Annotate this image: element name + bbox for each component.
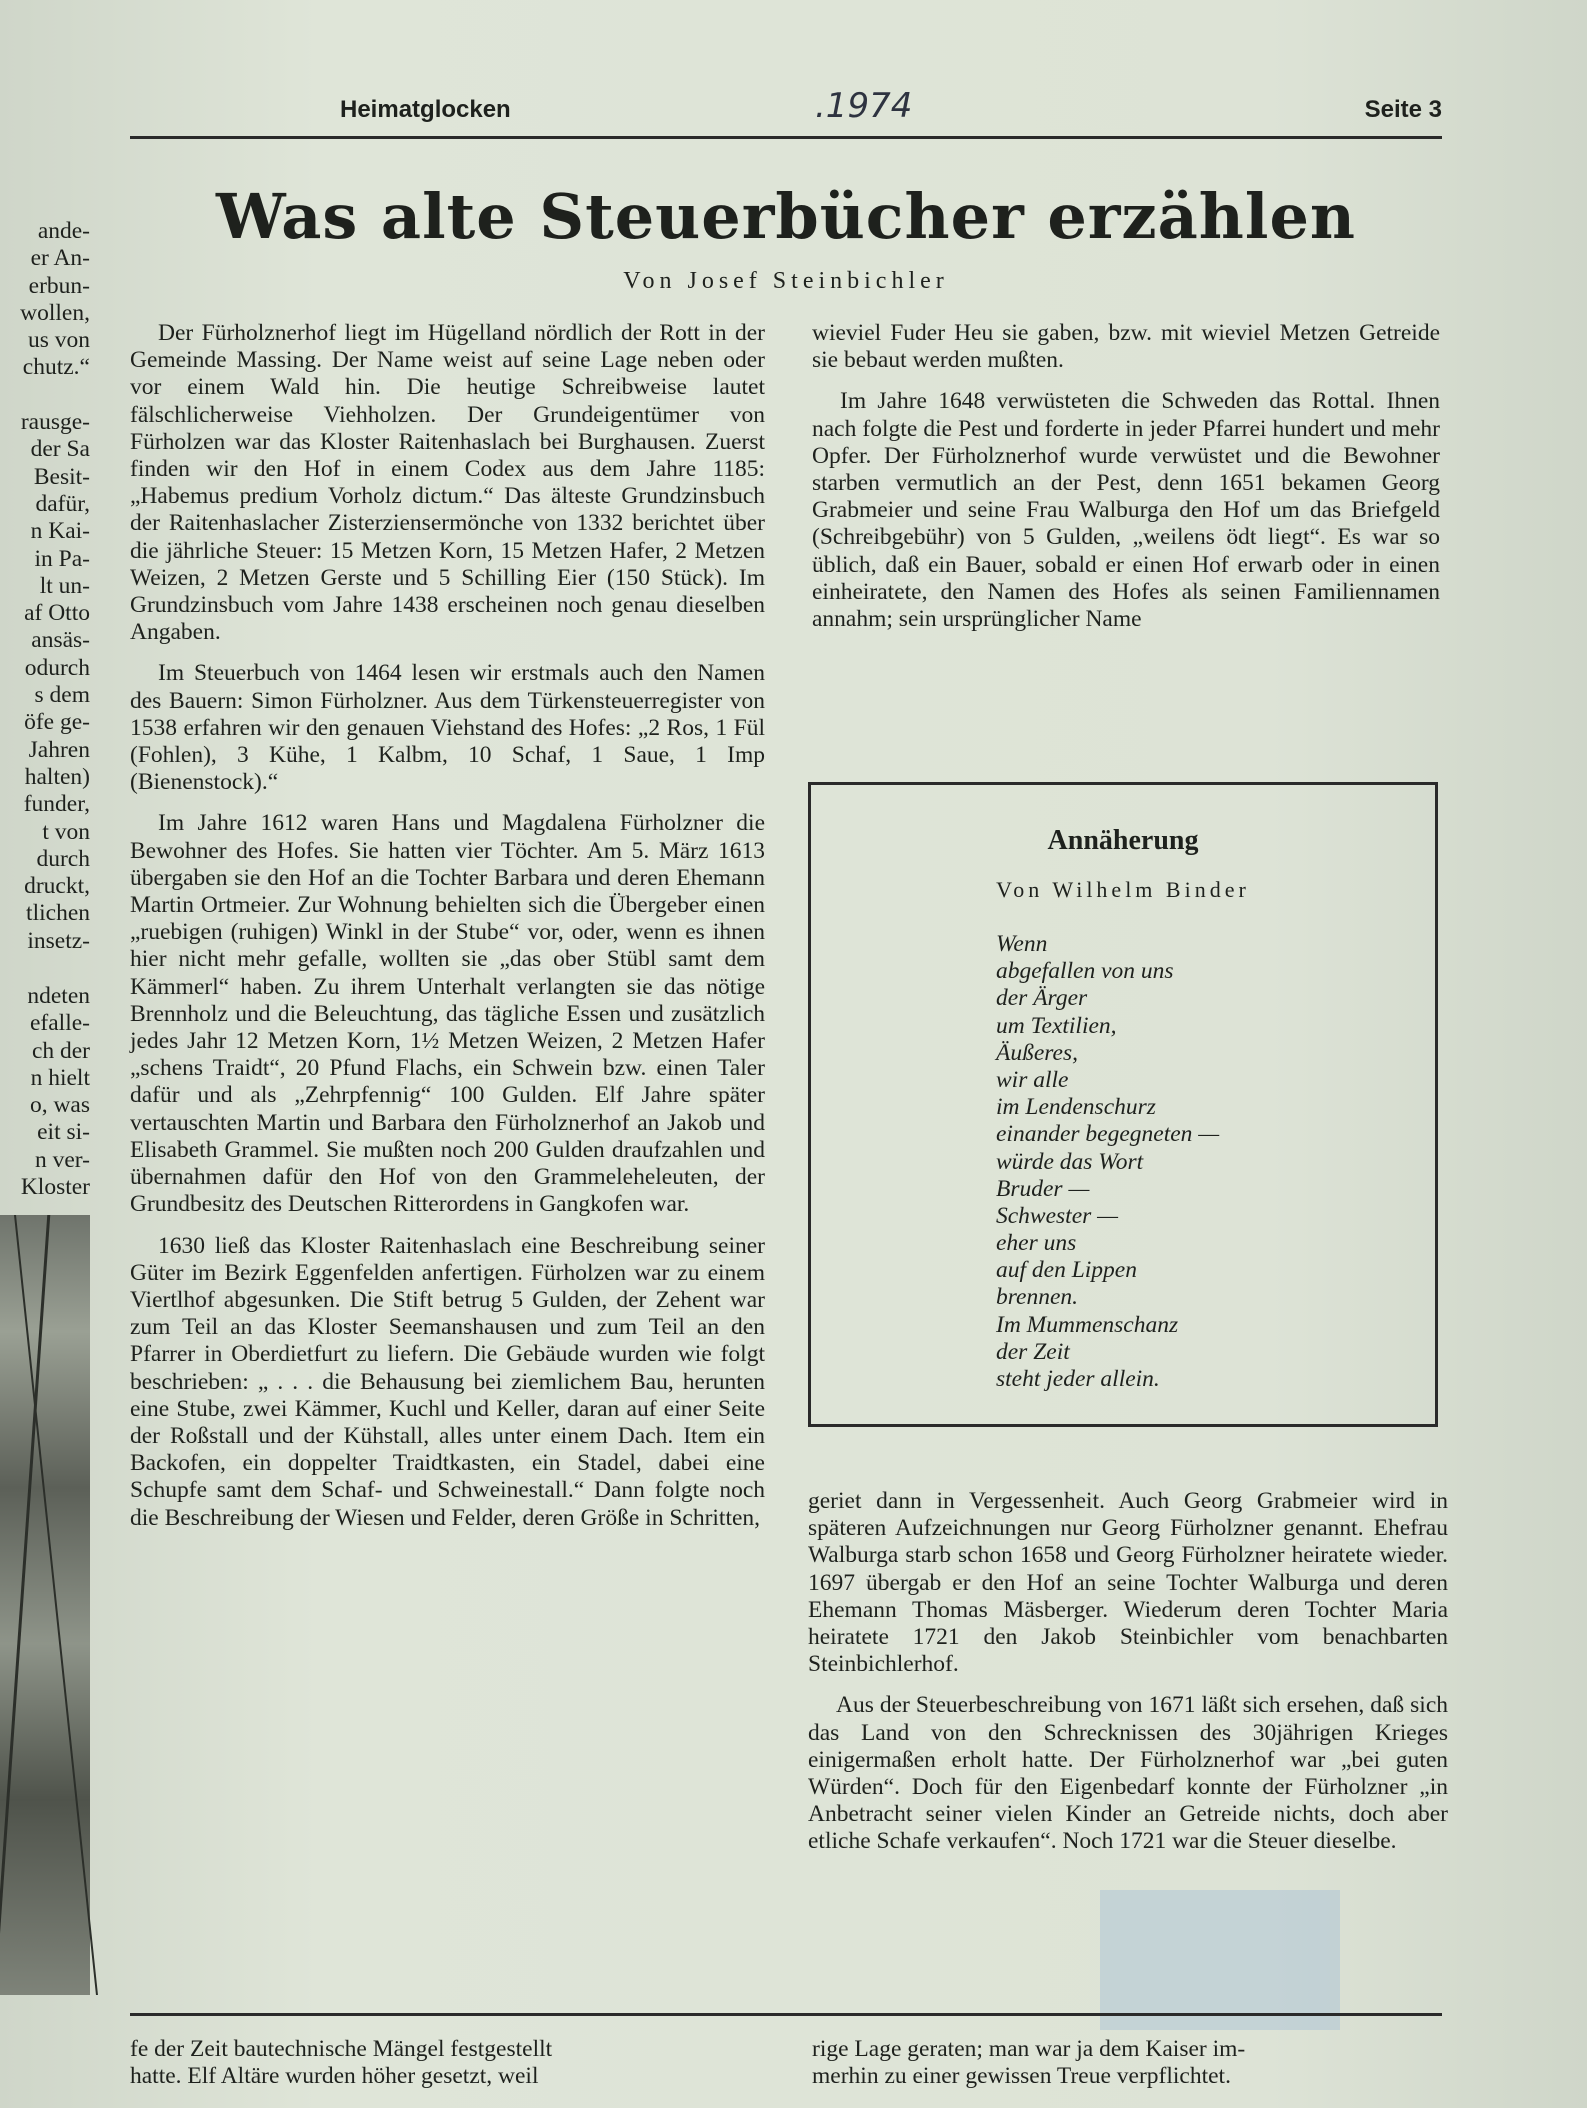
scan-stain bbox=[1100, 1890, 1340, 2030]
edge-fragment: er An- bbox=[30, 245, 90, 272]
poem-line: um Textilien, bbox=[996, 1012, 1117, 1039]
poem-author: Von Wilhelm Binder bbox=[996, 877, 1250, 902]
edge-fragment: tlichen bbox=[26, 900, 90, 927]
edge-fragment: durch bbox=[36, 845, 90, 872]
paragraph: geriet dann in Vergessenheit. Auch Georg Grabmeier wird in späteren Aufzeichnungen nur Georg Fürholzner genannt. Ehefrau Walburga starb schon 1658 und Georg Fürholzner heiratete wieder. 1697 übergab er den Hof an seine Tochter Walburga und deren Ehemann Thomas Mäsberger. Wiederum deren Tochter Maria heiratete 1721 den Jakob Steinbichler vom benachbarten Steinbichlerhof. bbox=[808, 1488, 1448, 1678]
edge-fragment: o, was bbox=[29, 1092, 90, 1119]
edge-fragment: n ver- bbox=[35, 1146, 90, 1173]
article-left-column bbox=[130, 320, 765, 1546]
edge-fragment: druckt, bbox=[24, 873, 90, 900]
text-line: rige Lage geraten; man war ja dem Kaiser im- bbox=[812, 2036, 1246, 2062]
edge-fragment: af Otto bbox=[24, 600, 90, 627]
edge-fragment: odurch bbox=[24, 654, 90, 681]
edge-fragment: insetz- bbox=[27, 927, 90, 954]
edge-fragment: lt un- bbox=[39, 572, 90, 599]
poem-line: Im Mummenschanz bbox=[996, 1311, 1179, 1338]
edge-fragment: ande- bbox=[37, 218, 90, 244]
edge-fragment: n Kai- bbox=[30, 518, 90, 545]
photo-branch bbox=[14, 1215, 98, 1995]
paragraph: Aus der Steuerbeschreibung von 1671 läßt sich ersehen, daß sich das Land von den Schrecknissen des 30jährigen Krieges einigermaßen erholt hatte. Der Fürholznerhof war „bei guten Würden“. Doch für den Eigenbedarf konnte der Fürholzner „in Anbetracht seiner vielen Kinder an Getreide nichts, doch aber etliche Schafe verkaufen“. Noch 1721 war die Steuer dieselbe. bbox=[808, 1692, 1448, 1855]
edge-fragment: ch der bbox=[31, 1037, 90, 1064]
edge-fragment: dafür, bbox=[35, 490, 90, 517]
poem-line: Bruder — bbox=[996, 1175, 1090, 1202]
edge-fragment: halten) bbox=[24, 763, 90, 790]
edge-fragment: eit si- bbox=[37, 1119, 90, 1146]
edge-fragment: Besit- bbox=[33, 463, 90, 490]
next-article-left-column bbox=[130, 2036, 765, 2090]
paragraph: Der Fürholznerhof liegt im Hügelland nördlich der Rott in der Gemeinde Massing. Der Name weist auf seine Lage neben oder vor einem Wald hin. Die heutige Schreibweise lautet fälschlicherweise Viehholzen. Der Grundeigentümer von Fürholzen war das Kloster Raitenhaslach bei Burghausen. Zuerst finden wir den Hof in einem Codex aus dem Jahre 1185: „Habemus predium Vorholz dictum.“ Das älteste Grundzinsbuch der Raitenhaslacher Zisterziensermönche von 1332 berichtet über die jährliche Steuer: 15 Metzen Korn, 15 Metzen Hafer, 2 Metzen Weizen, 2 Metzen Gerste und 5 Schilling Eier (150 Stück). Im Grundzinsbuch vom Jahre 1438 erscheinen noch genau dieselben Angaben. bbox=[130, 320, 765, 646]
edge-fragment bbox=[0, 382, 90, 409]
edge-fragment: s dem bbox=[34, 682, 90, 709]
poem-line: abgefallen von uns bbox=[996, 958, 1174, 985]
page-number: Seite 3 bbox=[1364, 96, 1442, 123]
page-header bbox=[130, 86, 1442, 139]
edge-fragment: funder, bbox=[23, 791, 90, 818]
next-article-right-column bbox=[812, 2036, 1440, 2090]
poem-line: auf den Lippen bbox=[996, 1257, 1137, 1284]
poem-line: steht jeder allein. bbox=[996, 1366, 1160, 1392]
poem-box bbox=[808, 782, 1438, 1427]
bottom-rule bbox=[130, 2013, 1442, 2016]
edge-fragment: erbun- bbox=[28, 272, 90, 299]
edge-fragment: rausge- bbox=[20, 409, 90, 436]
text-line: fe der Zeit bautechnische Mängel festgestellt bbox=[130, 2036, 553, 2062]
text-line: merhin zu einer gewissen Treue verpflichtet. bbox=[812, 2063, 1231, 2089]
paragraph: 1630 ließ das Kloster Raitenhaslach eine Beschreibung seiner Güter im Bezirk Eggenfelden anfertigen. Fürholzen war zu einem Viertlhof abgesunken. Die Stift betrug 5 Gulden, der Zehent war zum Teil an das Kloster Seemanshausen und zum Teil an den Pfarrer in Oberdietfurt zu liefern. Die Gebäude wurden wie folgt beschrieben: „ . . . die Behausung bei ziemlichem Bau, herunten eine Stube, zwei Kämmer, Kuchl und Keller, daran auf einer Seite der Roßstall und der Kühstall, alles unter einem Dach. Item ein Backofen, ein doppelter Traidtkasten, ein Stadel, dabei eine Schupfe samt dem Schaf- und Schweinestall.“ Dann folgte noch die Beschreibung der Wiesen und Felder, deren Größe in Schritten, bbox=[130, 1232, 765, 1531]
partial-photo bbox=[0, 1215, 90, 1995]
paragraph: wieviel Fuder Heu sie gaben, bzw. mit wieviel Metzen Getreide sie bebaut werden mußten. bbox=[812, 320, 1440, 374]
edge-fragment: t von bbox=[42, 818, 90, 845]
paragraph: Im Steuerbuch von 1464 lesen wir erstmals auch den Namen des Bauern: Simon Fürholzner. Aus dem Türkensteuerregister von 1538 erfahren wir den genauen Viehstand des Hofes: „2 Ros, 1 Fül (Fohlen), 3 Kühe, 1 Kalbm, 10 Schaf, 1 Saue, 1 Imp (Bienenstock).“ bbox=[130, 660, 765, 796]
left-edge-fragments-top bbox=[0, 218, 90, 955]
edge-fragment: wollen, bbox=[20, 299, 90, 326]
poem-line: würde das Wort bbox=[996, 1148, 1144, 1175]
poem-line: der Zeit bbox=[996, 1338, 1070, 1365]
edge-fragment: n hielt bbox=[30, 1064, 90, 1091]
publication-name: Heimatglocken bbox=[340, 96, 511, 123]
poem-line: der Ärger bbox=[996, 985, 1088, 1012]
poem-line: Äußeres, bbox=[996, 1039, 1079, 1066]
article-right-column-top bbox=[812, 320, 1440, 647]
poem-line: brennen. bbox=[996, 1284, 1079, 1311]
edge-fragment: ndeten bbox=[27, 983, 90, 1009]
poem-line: Wenn bbox=[996, 931, 1048, 957]
photo-branch bbox=[0, 1215, 50, 1995]
poem-line: einander begegneten — bbox=[996, 1121, 1220, 1148]
handwritten-year: .1974 bbox=[815, 86, 913, 126]
left-edge-fragments-bottom bbox=[0, 983, 90, 1201]
edge-fragment: ansäs- bbox=[31, 627, 90, 654]
poem-title: Annäherung bbox=[1047, 825, 1199, 856]
edge-fragment: in Pa- bbox=[34, 545, 90, 572]
poem-line: wir alle bbox=[996, 1066, 1069, 1093]
edge-fragment: chutz.“ bbox=[22, 354, 90, 381]
poem-line: Schwester — bbox=[996, 1202, 1119, 1229]
text-line: hatte. Elf Altäre wurden höher gesetzt, weil bbox=[130, 2063, 539, 2089]
article-title: Was alte Steuerbücher erzählen bbox=[216, 180, 1356, 253]
article-right-column-bottom bbox=[808, 1488, 1448, 1870]
edge-fragment: us von bbox=[27, 327, 90, 354]
paragraph: Im Jahre 1648 verwüsteten die Schweden das Rottal. Ihnen nach folgte die Pest und forderte in jeder Pfarrei hundert und mehr Opfer. Der Fürholznerhof wurde verwüstet und die Bewohner starben vermutlich an der Pest, denn 1651 bekamen Georg Grabmeier und seine Frau Walburga den Hof um das Briefgeld (Schreibgebühr) von 5 Gulden, „weilens ödt liegt“. Es war so üblich, daß ein Bauer, sobald er einen Hof erwarb oder in einen einheiratete, den Namen des Hofes als seinen Familiennamen annahm; sein ursprünglicher Name bbox=[812, 388, 1440, 633]
paragraph: Im Jahre 1612 waren Hans und Magdalena Fürholzner die Bewohner des Hofes. Sie hatten vier Töchter. Am 5. März 1613 übergaben sie den Hof an die Tochter Barbara und deren Ehemann Martin Ortmeier. Zur Wohnung behielten sich die Übergeber einen „ruebigen (ruhigen) Winkl in der Stube“ vor, oder, wenn es ihnen hier nicht mehr gefalle, wollten sie „das ober Stübl samt dem Kämmerl“ haben. Zu ihrem Unterhalt verlangten sie das nötige Brennholz und die Beleuchtung, das tägliche Essen und zusätzlich jedes Jahr 12 Metzen Korn, 1½ Metzen Weizen, 2 Metzen Hafer „schens Traidt“, 20 Pfund Flachs, ein Schwein bzw. einen Taler dafür und als „Zehrpfennig“ 100 Gulden. Elf Jahre später vertauschten Martin und Barbara den Fürholznerhof an Jakob und Elisabeth Grammel. Sie mußten noch 200 Gulden draufzahlen und übernahmen dafür den Hof von den Grammeleheleuten, der Grundbesitz des Deutschen Ritterordens in Gangkofen war. bbox=[130, 810, 765, 1218]
poem-line: im Lendenschurz bbox=[996, 1094, 1156, 1121]
poem-lines bbox=[996, 931, 1219, 1393]
article-byline: Von Josef Steinbichler bbox=[623, 268, 949, 294]
poem-line: eher uns bbox=[996, 1230, 1077, 1257]
edge-fragment: efalle- bbox=[29, 1010, 90, 1037]
edge-fragment: Jahren bbox=[28, 736, 90, 763]
edge-fragment: der Sa bbox=[30, 436, 90, 463]
edge-fragment: öfe ge- bbox=[24, 709, 90, 736]
edge-fragment: Kloster bbox=[20, 1174, 90, 1201]
